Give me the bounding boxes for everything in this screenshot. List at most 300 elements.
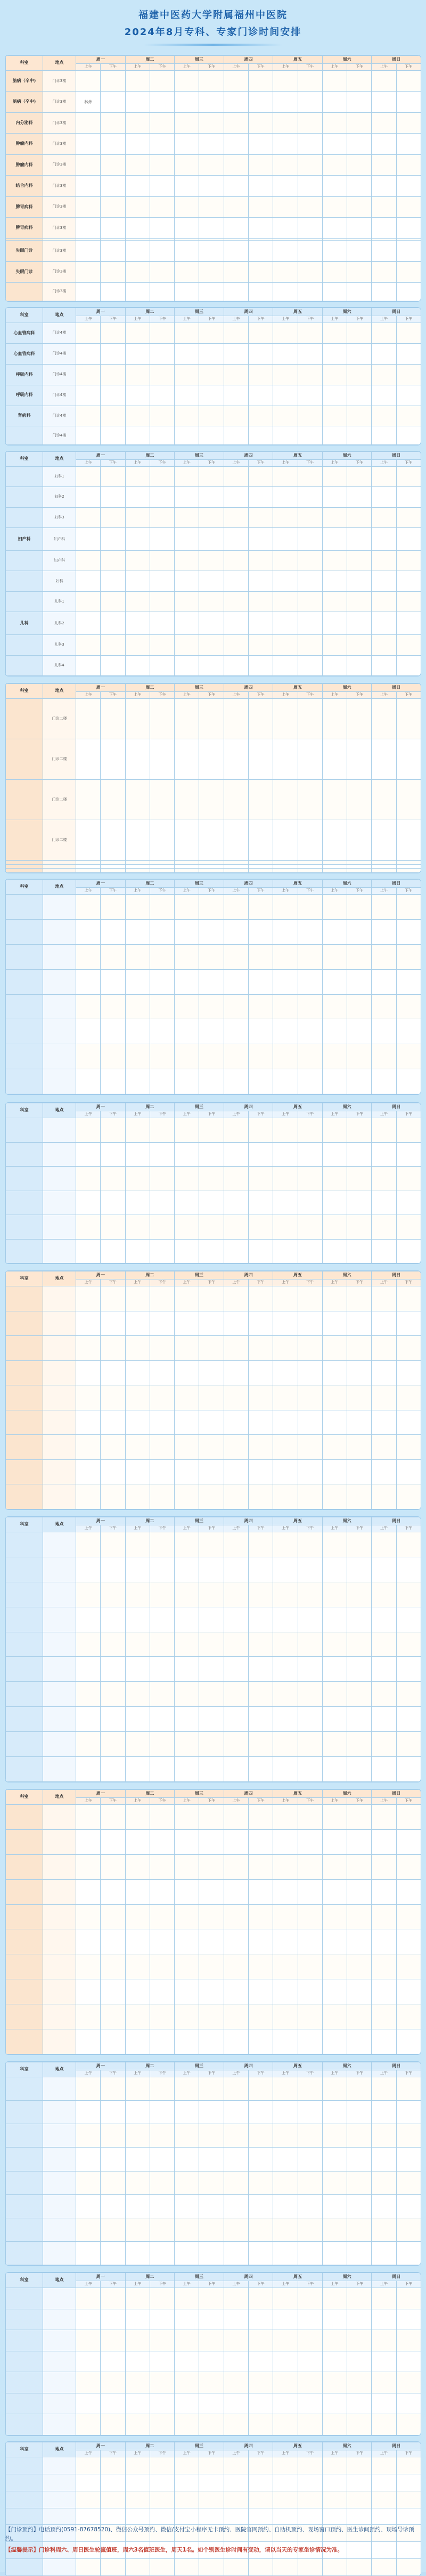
doctor-slot[interactable]: [248, 2508, 273, 2525]
doctor-slot[interactable]: [175, 612, 199, 635]
doctor-slot[interactable]: [372, 196, 396, 217]
doctor-slot[interactable]: [125, 1385, 150, 1410]
doctor-slot[interactable]: [125, 551, 150, 571]
doctor-slot[interactable]: [273, 2474, 298, 2491]
doctor-slot[interactable]: [175, 1657, 199, 1682]
doctor-slot[interactable]: [248, 1239, 273, 1264]
doctor-slot[interactable]: [150, 2491, 174, 2508]
doctor-slot[interactable]: [347, 919, 372, 944]
doctor-slot[interactable]: [322, 994, 347, 1019]
doctor-slot[interactable]: [199, 780, 224, 820]
doctor-slot[interactable]: [150, 1929, 174, 1954]
doctor-slot[interactable]: [175, 1532, 199, 1557]
doctor-slot[interactable]: [224, 1311, 248, 1336]
doctor-slot[interactable]: [248, 2218, 273, 2241]
doctor-slot[interactable]: [125, 1904, 150, 1929]
doctor-slot[interactable]: [150, 1879, 174, 1904]
doctor-slot[interactable]: [101, 2309, 125, 2330]
doctor-slot[interactable]: [175, 2457, 199, 2474]
doctor-slot[interactable]: [125, 1732, 150, 1757]
doctor-slot[interactable]: [322, 864, 347, 869]
doctor-slot[interactable]: [347, 1682, 372, 1707]
doctor-slot[interactable]: [224, 2029, 248, 2054]
doctor-slot[interactable]: [76, 426, 101, 445]
doctor-slot[interactable]: [175, 2004, 199, 2029]
doctor-slot[interactable]: [322, 571, 347, 591]
doctor-slot[interactable]: [150, 944, 174, 969]
doctor-slot[interactable]: [125, 1142, 150, 1167]
doctor-slot[interactable]: [396, 780, 421, 820]
doctor-slot[interactable]: [101, 1336, 125, 1361]
doctor-slot[interactable]: [298, 1286, 322, 1311]
doctor-slot[interactable]: [175, 780, 199, 820]
doctor-slot[interactable]: [273, 2029, 298, 2054]
doctor-slot[interactable]: [125, 1805, 150, 1830]
doctor-slot[interactable]: [273, 1632, 298, 1657]
doctor-slot[interactable]: [224, 1019, 248, 1044]
doctor-slot[interactable]: [322, 1019, 347, 1044]
doctor-slot[interactable]: [273, 507, 298, 527]
doctor-slot[interactable]: [322, 1286, 347, 1311]
doctor-slot[interactable]: [372, 385, 396, 406]
doctor-slot[interactable]: [125, 2351, 150, 2372]
doctor-slot[interactable]: [298, 1336, 322, 1361]
doctor-slot[interactable]: [396, 2393, 421, 2414]
doctor-slot[interactable]: [150, 612, 174, 635]
doctor-slot[interactable]: [372, 1657, 396, 1682]
doctor-slot[interactable]: [101, 2194, 125, 2218]
doctor-slot[interactable]: [322, 1167, 347, 1191]
doctor-slot[interactable]: [372, 1191, 396, 1215]
doctor-slot[interactable]: [322, 406, 347, 426]
doctor-slot[interactable]: [150, 2414, 174, 2435]
doctor-slot[interactable]: [199, 1632, 224, 1657]
doctor-slot[interactable]: [322, 2330, 347, 2351]
doctor-slot[interactable]: [347, 2351, 372, 2372]
doctor-slot[interactable]: [248, 261, 273, 282]
doctor-slot[interactable]: [396, 426, 421, 445]
doctor-slot[interactable]: [248, 551, 273, 571]
doctor-slot[interactable]: [150, 1557, 174, 1582]
doctor-slot[interactable]: [101, 612, 125, 635]
doctor-slot[interactable]: [347, 1805, 372, 1830]
doctor-slot[interactable]: [298, 739, 322, 780]
doctor-slot[interactable]: [101, 2393, 125, 2414]
doctor-slot[interactable]: [298, 635, 322, 655]
doctor-slot[interactable]: [175, 364, 199, 385]
doctor-slot[interactable]: [101, 1239, 125, 1264]
doctor-slot[interactable]: [76, 2474, 101, 2491]
doctor-slot[interactable]: [298, 820, 322, 861]
doctor-slot[interactable]: [273, 551, 298, 571]
doctor-slot[interactable]: [101, 820, 125, 861]
doctor-slot[interactable]: [298, 2241, 322, 2265]
doctor-slot[interactable]: [76, 1336, 101, 1361]
doctor-slot[interactable]: [298, 780, 322, 820]
doctor-slot[interactable]: [347, 1360, 372, 1385]
doctor-slot[interactable]: [248, 919, 273, 944]
doctor-slot[interactable]: [322, 467, 347, 487]
doctor-slot[interactable]: [76, 1829, 101, 1854]
doctor-slot[interactable]: [273, 969, 298, 994]
doctor-slot[interactable]: [248, 1805, 273, 1830]
doctor-slot[interactable]: [248, 2474, 273, 2491]
doctor-slot[interactable]: [76, 1904, 101, 1929]
doctor-slot[interactable]: [273, 1142, 298, 1167]
doctor-slot[interactable]: [125, 944, 150, 969]
doctor-slot[interactable]: [273, 1215, 298, 1240]
doctor-slot[interactable]: [372, 1607, 396, 1632]
doctor-slot[interactable]: [372, 1904, 396, 1929]
doctor-slot[interactable]: [76, 406, 101, 426]
doctor-slot[interactable]: [101, 112, 125, 133]
doctor-slot[interactable]: [396, 699, 421, 739]
doctor-slot[interactable]: [298, 1239, 322, 1264]
doctor-slot[interactable]: [150, 323, 174, 344]
doctor-slot[interactable]: [175, 1979, 199, 2004]
doctor-slot[interactable]: [101, 2457, 125, 2474]
doctor-slot[interactable]: [125, 2077, 150, 2101]
doctor-slot[interactable]: [298, 2077, 322, 2101]
doctor-slot[interactable]: [101, 364, 125, 385]
doctor-slot[interactable]: [199, 261, 224, 282]
doctor-slot[interactable]: [372, 218, 396, 238]
doctor-slot[interactable]: [372, 895, 396, 920]
doctor-slot[interactable]: [125, 1829, 150, 1854]
doctor-slot[interactable]: [322, 1732, 347, 1757]
doctor-slot[interactable]: [150, 2330, 174, 2351]
doctor-slot[interactable]: [224, 2474, 248, 2491]
doctor-slot[interactable]: [298, 2351, 322, 2372]
doctor-slot[interactable]: [396, 2491, 421, 2508]
doctor-slot[interactable]: [372, 154, 396, 175]
doctor-slot[interactable]: [273, 919, 298, 944]
doctor-slot[interactable]: [199, 895, 224, 920]
doctor-slot[interactable]: [372, 944, 396, 969]
doctor-slot[interactable]: [248, 2491, 273, 2508]
doctor-slot[interactable]: [347, 154, 372, 175]
doctor-slot[interactable]: [248, 591, 273, 612]
doctor-slot[interactable]: [125, 2491, 150, 2508]
doctor-slot[interactable]: [396, 1732, 421, 1757]
doctor-slot[interactable]: [101, 864, 125, 869]
doctor-slot[interactable]: [347, 1385, 372, 1410]
doctor-slot[interactable]: [224, 1829, 248, 1854]
doctor-slot[interactable]: [224, 1632, 248, 1657]
doctor-slot[interactable]: [125, 895, 150, 920]
doctor-slot[interactable]: [372, 2171, 396, 2194]
doctor-slot[interactable]: [76, 2393, 101, 2414]
doctor-slot[interactable]: [298, 1532, 322, 1557]
doctor-slot[interactable]: [76, 467, 101, 487]
doctor-slot[interactable]: [125, 2148, 150, 2171]
doctor-slot[interactable]: [322, 92, 347, 112]
doctor-slot[interactable]: [248, 699, 273, 739]
doctor-slot[interactable]: [76, 1118, 101, 1143]
doctor-slot[interactable]: [298, 1607, 322, 1632]
doctor-slot[interactable]: [224, 1979, 248, 2004]
doctor-slot[interactable]: [248, 1044, 273, 1069]
doctor-slot[interactable]: [224, 196, 248, 217]
doctor-slot[interactable]: [396, 2077, 421, 2101]
doctor-slot[interactable]: [322, 1829, 347, 1854]
doctor-slot[interactable]: [150, 1707, 174, 1732]
doctor-slot[interactable]: [199, 176, 224, 196]
doctor-slot[interactable]: [101, 1215, 125, 1240]
doctor-slot[interactable]: [175, 1929, 199, 1954]
doctor-slot[interactable]: [101, 1929, 125, 1954]
doctor-slot[interactable]: [199, 527, 224, 550]
doctor-slot[interactable]: [347, 2077, 372, 2101]
doctor-slot[interactable]: [396, 1459, 421, 1484]
doctor-slot[interactable]: [125, 1044, 150, 1069]
doctor-slot[interactable]: [175, 1904, 199, 1929]
doctor-slot[interactable]: [199, 551, 224, 571]
doctor-slot[interactable]: [224, 1732, 248, 1757]
doctor-slot[interactable]: [322, 507, 347, 527]
doctor-slot[interactable]: [101, 699, 125, 739]
doctor-slot[interactable]: [298, 2101, 322, 2124]
doctor-slot[interactable]: [101, 869, 125, 873]
doctor-slot[interactable]: [372, 635, 396, 655]
doctor-slot[interactable]: [396, 2171, 421, 2194]
doctor-slot[interactable]: [199, 1191, 224, 1215]
doctor-slot[interactable]: [224, 2414, 248, 2435]
doctor-slot[interactable]: [224, 739, 248, 780]
doctor-slot[interactable]: [224, 1239, 248, 1264]
doctor-slot[interactable]: [248, 1657, 273, 1682]
doctor-slot[interactable]: [248, 2457, 273, 2474]
doctor-slot[interactable]: [396, 869, 421, 873]
doctor-slot[interactable]: [347, 1435, 372, 1460]
doctor-slot[interactable]: [322, 154, 347, 175]
doctor-slot[interactable]: [396, 218, 421, 238]
doctor-slot[interactable]: [125, 1757, 150, 1782]
doctor-slot[interactable]: [199, 343, 224, 364]
doctor-slot[interactable]: [76, 2288, 101, 2309]
doctor-slot[interactable]: [396, 969, 421, 994]
doctor-slot[interactable]: [273, 2194, 298, 2218]
doctor-slot[interactable]: [76, 1979, 101, 2004]
doctor-slot[interactable]: [396, 1142, 421, 1167]
doctor-slot[interactable]: [101, 1360, 125, 1385]
doctor-slot[interactable]: [76, 2457, 101, 2474]
doctor-slot[interactable]: [76, 994, 101, 1019]
doctor-slot[interactable]: [125, 1019, 150, 1044]
doctor-slot[interactable]: [372, 1805, 396, 1830]
doctor-slot[interactable]: [273, 1385, 298, 1410]
doctor-slot[interactable]: [372, 861, 396, 865]
doctor-slot[interactable]: [248, 1632, 273, 1657]
doctor-slot[interactable]: [298, 2288, 322, 2309]
doctor-slot[interactable]: [396, 2101, 421, 2124]
doctor-slot[interactable]: [150, 1118, 174, 1143]
doctor-slot[interactable]: [396, 1019, 421, 1044]
doctor-slot[interactable]: [175, 1019, 199, 1044]
doctor-slot[interactable]: [101, 1410, 125, 1435]
doctor-slot[interactable]: [150, 699, 174, 739]
doctor-slot[interactable]: [248, 196, 273, 217]
doctor-slot[interactable]: [248, 635, 273, 655]
doctor-slot[interactable]: [76, 635, 101, 655]
doctor-slot[interactable]: [125, 864, 150, 869]
doctor-slot[interactable]: [101, 571, 125, 591]
doctor-slot[interactable]: [322, 1929, 347, 1954]
doctor-slot[interactable]: [298, 1142, 322, 1167]
doctor-slot[interactable]: [248, 2330, 273, 2351]
doctor-slot[interactable]: [175, 820, 199, 861]
doctor-slot[interactable]: [396, 2218, 421, 2241]
doctor-slot[interactable]: [396, 1707, 421, 1732]
doctor-slot[interactable]: [125, 1360, 150, 1385]
doctor-slot[interactable]: [322, 1607, 347, 1632]
doctor-slot[interactable]: [175, 1954, 199, 1979]
doctor-slot[interactable]: [150, 2474, 174, 2491]
doctor-slot[interactable]: [372, 2508, 396, 2525]
doctor-slot[interactable]: [347, 635, 372, 655]
doctor-slot[interactable]: [372, 2004, 396, 2029]
doctor-slot[interactable]: [175, 2330, 199, 2351]
doctor-slot[interactable]: [347, 282, 372, 301]
doctor-slot[interactable]: [372, 426, 396, 445]
doctor-slot[interactable]: [76, 2171, 101, 2194]
doctor-slot[interactable]: [125, 2414, 150, 2435]
doctor-slot[interactable]: [224, 1191, 248, 1215]
doctor-slot[interactable]: [322, 1142, 347, 1167]
doctor-slot[interactable]: [248, 1336, 273, 1361]
doctor-slot[interactable]: [125, 282, 150, 301]
doctor-slot[interactable]: [298, 864, 322, 869]
doctor-slot[interactable]: [125, 527, 150, 550]
doctor-slot[interactable]: [273, 699, 298, 739]
doctor-slot[interactable]: [199, 487, 224, 507]
doctor-slot[interactable]: [175, 1239, 199, 1264]
doctor-slot[interactable]: [76, 2414, 101, 2435]
doctor-slot[interactable]: [273, 2004, 298, 2029]
doctor-slot[interactable]: [298, 2124, 322, 2148]
doctor-slot[interactable]: [372, 994, 396, 1019]
doctor-slot[interactable]: [125, 1239, 150, 1264]
doctor-slot[interactable]: [298, 1557, 322, 1582]
doctor-slot[interactable]: [298, 527, 322, 550]
doctor-slot[interactable]: [372, 1879, 396, 1904]
doctor-slot[interactable]: [150, 2351, 174, 2372]
doctor-slot[interactable]: [396, 1632, 421, 1657]
doctor-slot[interactable]: [101, 1167, 125, 1191]
doctor-slot[interactable]: [248, 2194, 273, 2218]
doctor-slot[interactable]: [298, 895, 322, 920]
doctor-slot[interactable]: [199, 1118, 224, 1143]
doctor-slot[interactable]: [396, 635, 421, 655]
doctor-slot[interactable]: [224, 869, 248, 873]
doctor-slot[interactable]: [298, 154, 322, 175]
doctor-slot[interactable]: [248, 112, 273, 133]
doctor-slot[interactable]: [199, 655, 224, 675]
doctor-slot[interactable]: [298, 1757, 322, 1782]
doctor-slot[interactable]: [347, 2414, 372, 2435]
doctor-slot[interactable]: [76, 919, 101, 944]
doctor-slot[interactable]: [372, 1459, 396, 1484]
doctor-slot[interactable]: [273, 1532, 298, 1557]
doctor-slot[interactable]: [372, 655, 396, 675]
doctor-slot[interactable]: [396, 2309, 421, 2330]
doctor-slot[interactable]: [273, 591, 298, 612]
doctor-slot[interactable]: [101, 1904, 125, 1929]
doctor-slot[interactable]: [273, 571, 298, 591]
doctor-slot[interactable]: [372, 1069, 396, 1094]
doctor-slot[interactable]: [248, 944, 273, 969]
doctor-slot[interactable]: [273, 112, 298, 133]
doctor-slot[interactable]: [372, 364, 396, 385]
doctor-slot[interactable]: [396, 1410, 421, 1435]
doctor-slot[interactable]: [396, 1757, 421, 1782]
doctor-slot[interactable]: [322, 2288, 347, 2309]
doctor-slot[interactable]: [248, 1311, 273, 1336]
doctor-slot[interactable]: [224, 2491, 248, 2508]
doctor-slot[interactable]: [224, 1582, 248, 1607]
doctor-slot[interactable]: [322, 1854, 347, 1879]
doctor-slot[interactable]: [199, 820, 224, 861]
doctor-slot[interactable]: [396, 739, 421, 780]
doctor-slot[interactable]: [125, 1557, 150, 1582]
doctor-slot[interactable]: [298, 612, 322, 635]
doctor-slot[interactable]: [199, 385, 224, 406]
doctor-slot[interactable]: [125, 1854, 150, 1879]
doctor-slot[interactable]: [125, 218, 150, 238]
doctor-slot[interactable]: [347, 1410, 372, 1435]
doctor-slot[interactable]: [347, 820, 372, 861]
doctor-slot[interactable]: [150, 1757, 174, 1782]
doctor-slot[interactable]: [322, 196, 347, 217]
doctor-slot[interactable]: [273, 1854, 298, 1879]
doctor-slot[interactable]: [175, 895, 199, 920]
doctor-slot[interactable]: [76, 1682, 101, 1707]
doctor-slot[interactable]: [372, 1757, 396, 1782]
doctor-slot[interactable]: [101, 1954, 125, 1979]
doctor-slot[interactable]: [101, 406, 125, 426]
doctor-slot[interactable]: [224, 2124, 248, 2148]
doctor-slot[interactable]: [248, 2124, 273, 2148]
doctor-slot[interactable]: [175, 1215, 199, 1240]
doctor-slot[interactable]: [125, 507, 150, 527]
doctor-slot[interactable]: [273, 1286, 298, 1311]
doctor-slot[interactable]: [273, 241, 298, 261]
doctor-slot[interactable]: [347, 2124, 372, 2148]
doctor-slot[interactable]: [396, 467, 421, 487]
doctor-slot[interactable]: [101, 1142, 125, 1167]
doctor-slot[interactable]: [199, 861, 224, 865]
doctor-slot[interactable]: [150, 261, 174, 282]
doctor-slot[interactable]: [224, 1336, 248, 1361]
doctor-slot[interactable]: [347, 527, 372, 550]
doctor-slot[interactable]: [175, 1829, 199, 1854]
doctor-slot[interactable]: [248, 176, 273, 196]
doctor-slot[interactable]: [347, 2457, 372, 2474]
doctor-slot[interactable]: [175, 426, 199, 445]
doctor-slot[interactable]: [199, 1286, 224, 1311]
doctor-slot[interactable]: [322, 1979, 347, 2004]
doctor-slot[interactable]: [273, 1757, 298, 1782]
doctor-slot[interactable]: [76, 1069, 101, 1094]
doctor-slot[interactable]: [101, 134, 125, 154]
doctor-slot[interactable]: [322, 2474, 347, 2491]
doctor-slot[interactable]: [347, 261, 372, 282]
doctor-slot[interactable]: [396, 1435, 421, 1460]
doctor-slot[interactable]: [199, 1532, 224, 1557]
doctor-slot[interactable]: [273, 2241, 298, 2265]
doctor-slot[interactable]: [150, 1019, 174, 1044]
doctor-slot[interactable]: [322, 2241, 347, 2265]
